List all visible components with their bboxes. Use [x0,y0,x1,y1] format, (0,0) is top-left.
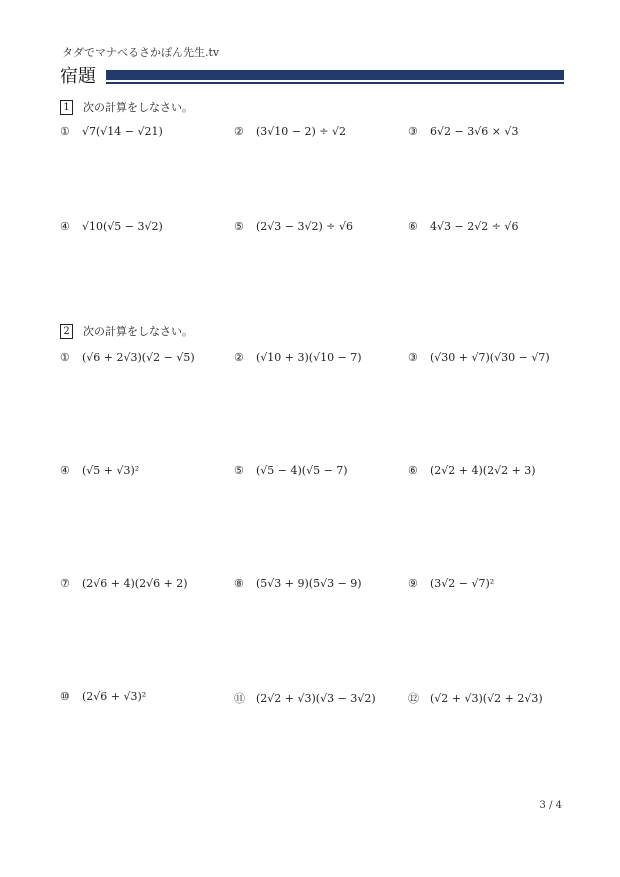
problem-2-1 [60,351,195,364]
problem-mark: ⑥ [408,220,418,233]
problem-1-1 [60,125,163,138]
problem-2-5 [234,464,348,477]
section-instruction: 次の計算をしなさい。 [83,101,193,114]
problem-2-8 [234,577,362,590]
page-title: 宿題 [60,66,96,87]
problem-expression: (√10 + 3)(√10 − 7) [256,351,362,364]
title-bar-underline [106,82,564,84]
section-1-header [60,99,193,115]
problem-1-2 [234,125,346,138]
problem-2-11 [234,690,376,706]
title-row [60,66,564,90]
problem-expression: 6√2 − 3√6 × √3 [430,125,519,138]
problem-mark: ⑩ [60,690,70,703]
problem-expression: (3√2 − √7)² [430,577,495,590]
problem-mark: ⑫ [408,692,419,705]
problem-mark: ② [234,351,244,364]
section-number: 1 [60,100,73,115]
problem-expression: (√30 + √7)(√30 − √7) [430,351,550,364]
problem-2-9 [408,577,494,590]
problem-mark: ⑤ [234,464,244,477]
problem-expression: (2√2 + 4)(2√2 + 3) [430,464,536,477]
problem-expression: √10(√5 − 3√2) [82,220,163,233]
site-name: タダでマナべるさかぽん先生.tv [62,46,220,59]
problem-expression: (√5 + √3)² [82,464,140,477]
problem-mark: ④ [60,220,70,233]
problem-expression: (2√6 + 4)(2√6 + 2) [82,577,188,590]
problem-1-3 [408,125,518,138]
problem-2-12 [408,690,543,706]
section-instruction: 次の計算をしなさい。 [83,325,193,338]
problem-mark: ⑨ [408,577,418,590]
problem-1-6 [408,220,518,233]
problem-expression: 4√3 − 2√2 ÷ √6 [430,220,519,233]
problem-expression: √7(√14 − √21) [82,125,163,138]
problem-1-5 [234,220,353,233]
problem-2-2 [234,351,362,364]
problem-mark: ⑪ [234,692,245,705]
problem-2-6 [408,464,536,477]
problem-expression: (2√6 + √3)² [82,690,147,703]
section-number: 2 [60,324,73,339]
problem-2-10 [60,690,146,703]
problem-mark: ① [60,125,70,138]
problem-expression: (√6 + 2√3)(√2 − √5) [82,351,195,364]
problem-mark: ② [234,125,244,138]
problem-mark: ⑤ [234,220,244,233]
page-number: 3 / 4 [539,800,562,811]
problem-mark: ③ [408,125,418,138]
problem-mark: ① [60,351,70,364]
problem-mark: ③ [408,351,418,364]
problem-expression: (2√2 + √3)(√3 − 3√2) [256,692,376,705]
section-2-header [60,323,193,339]
problem-1-4 [60,220,163,233]
problem-mark: ④ [60,464,70,477]
problem-mark: ⑧ [234,577,244,590]
problem-expression: (5√3 + 9)(5√3 − 9) [256,577,362,590]
title-bar [106,70,564,80]
problem-mark: ⑥ [408,464,418,477]
problem-expression: (2√3 − 3√2) ÷ √6 [256,220,354,233]
problem-expression: (3√10 − 2) ÷ √2 [256,125,347,138]
problem-expression: (√5 − 4)(√5 − 7) [256,464,348,477]
problem-2-4 [60,464,139,477]
problem-mark: ⑦ [60,577,70,590]
problem-2-3 [408,351,550,364]
problem-2-7 [60,577,188,590]
problem-expression: (√2 + √3)(√2 + 2√3) [430,692,543,705]
